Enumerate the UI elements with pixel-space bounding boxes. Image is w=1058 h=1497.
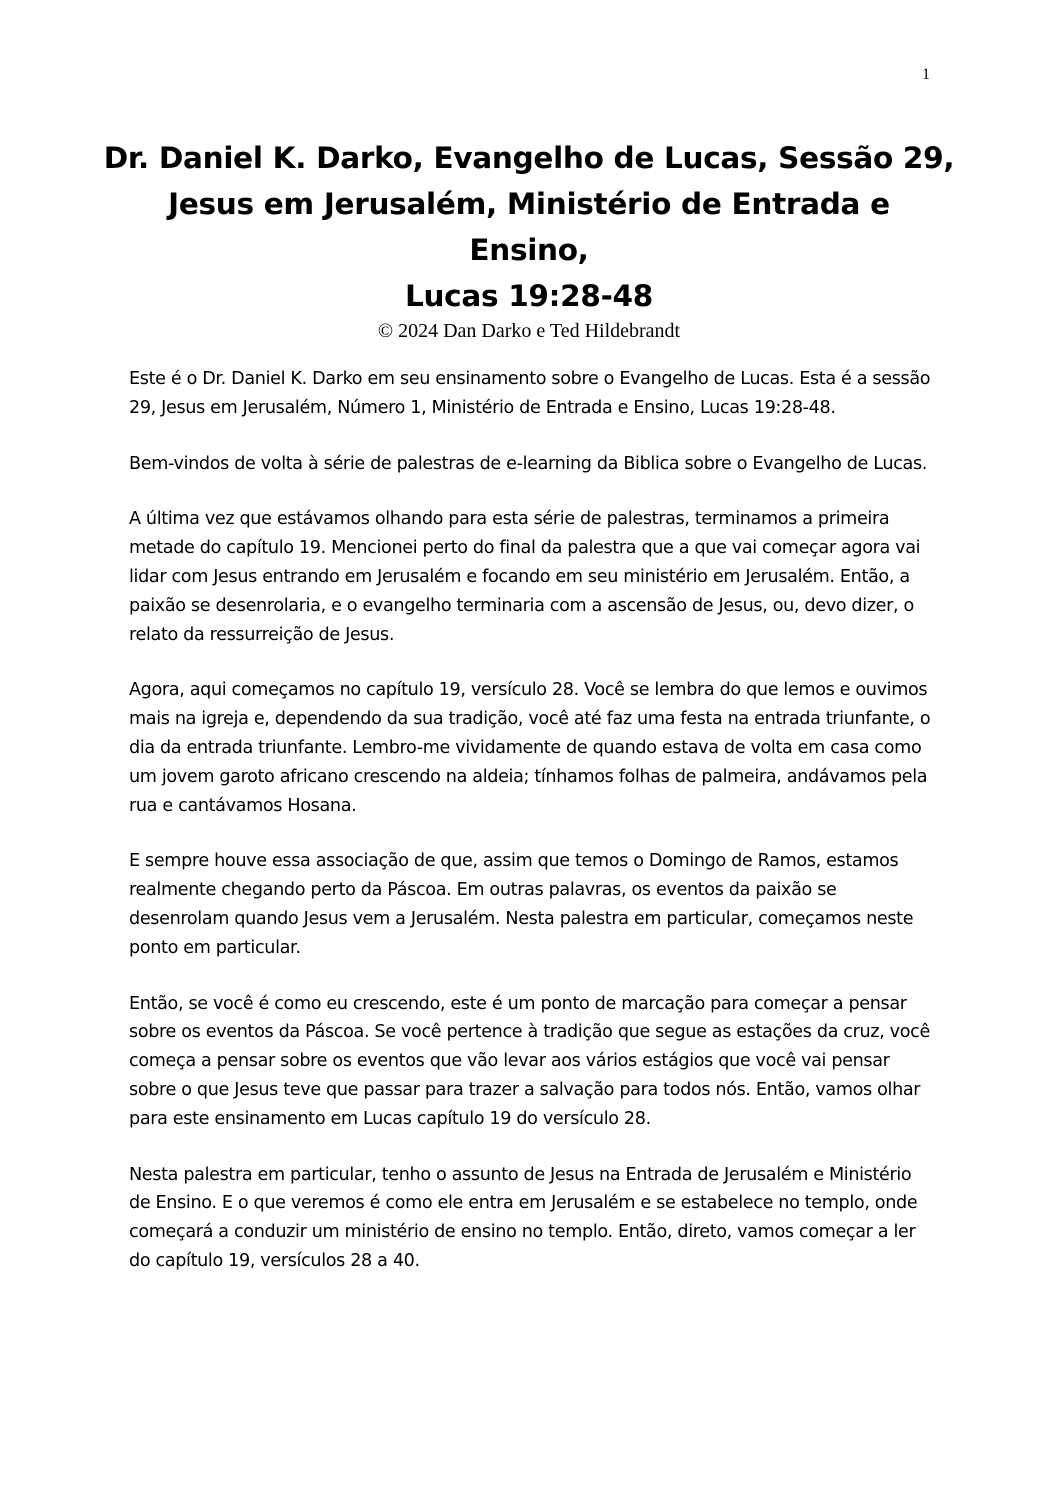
paragraph-5: E sempre houve essa associação de que, assim que temos o Domingo de Ramos, estamos realmente chegando perto da Páscoa. Em outras palavras, os eventos da paixão se desenrolam quando Jesus vem a Jerusalém. Nesta palestra em particular, começamos neste ponto em particular. [129, 851, 914, 958]
paragraph-7: Nesta palestra em particular, tenho o assunto de Jesus na Entrada de Jerusalém e Ministério de Ensino. E o que veremos é como ele entra em Jerusalém e se estabelece no templo, onde começará a conduzir um ministério de ensino no templo. Então, direto, vamos começar a ler do capítulo 19, versículos 28 a 40. [129, 1164, 918, 1271]
document-body [129, 365, 934, 1303]
paragraph-2: Bem-vindos de volta à série de palestras de e-learning da Biblica sobre o Evangelho de Lucas. [129, 453, 928, 474]
copyright-notice: © 2024 Dan Darko e Ted Hildebrandt [377, 320, 681, 342]
title-block [100, 135, 958, 343]
paragraph-1: Este é o Dr. Daniel K. Darko em seu ensinamento sobre o Evangelho de Lucas. Esta é a sessão 29, Jesus em Jerusalém, Número 1, Ministério de Entrada e Ensino, Lucas 19:28-48. [129, 369, 931, 418]
page-title-line-1: Dr. Daniel K. Darko, Evangelho de Lucas, Sessão 29, [103, 141, 955, 175]
page-title-line-4: Lucas 19:28-48 [404, 279, 654, 313]
paragraph-4: Agora, aqui começamos no capítulo 19, versículo 28. Você se lembra do que lemos e ouvimos mais na igreja e, dependendo da sua tradição, você até faz uma festa na entrada triunfante, o dia da entrada triunfante. Lembro-me vividamente de quando estava de volta em casa como um jovem garoto africano crescendo na aldeia; tínhamos folhas de palmeira, andávamos pela rua e cantávamos Hosana. [129, 680, 931, 816]
page-number: 1 [922, 66, 930, 83]
paragraph-6: Então, se você é como eu crescendo, este é um ponto de marcação para começar a pensar sobre os eventos da Páscoa. Se você pertence à tradição que segue as estações da cruz, você começa a pensar sobre os eventos que vão levar aos vários estágios que você vai pensar sobre o que Jesus teve que passar para trazer a salvação para todos nós. Então, vamos olhar para este ensinamento em Lucas capítulo 19 do versículo 28. [129, 993, 930, 1129]
page-title-line-2: Jesus em Jerusalém, Ministério de Entrada e [168, 187, 890, 221]
paragraph-3: A última vez que estávamos olhando para esta série de palestras, terminamos a primeira metade do capítulo 19. Mencionei perto do final da palestra que a que vai começar agora vai lidar com Jesus entrando em Jerusalém e focando em seu ministério em Jerusalém. Então, a paixão se desenrolaria, e o evangelho terminaria com a ascensão de Jesus, ou, devo dizer, o relato da ressurreição de Jesus. [129, 509, 921, 645]
page-title-line-3: Ensino, [469, 233, 589, 267]
